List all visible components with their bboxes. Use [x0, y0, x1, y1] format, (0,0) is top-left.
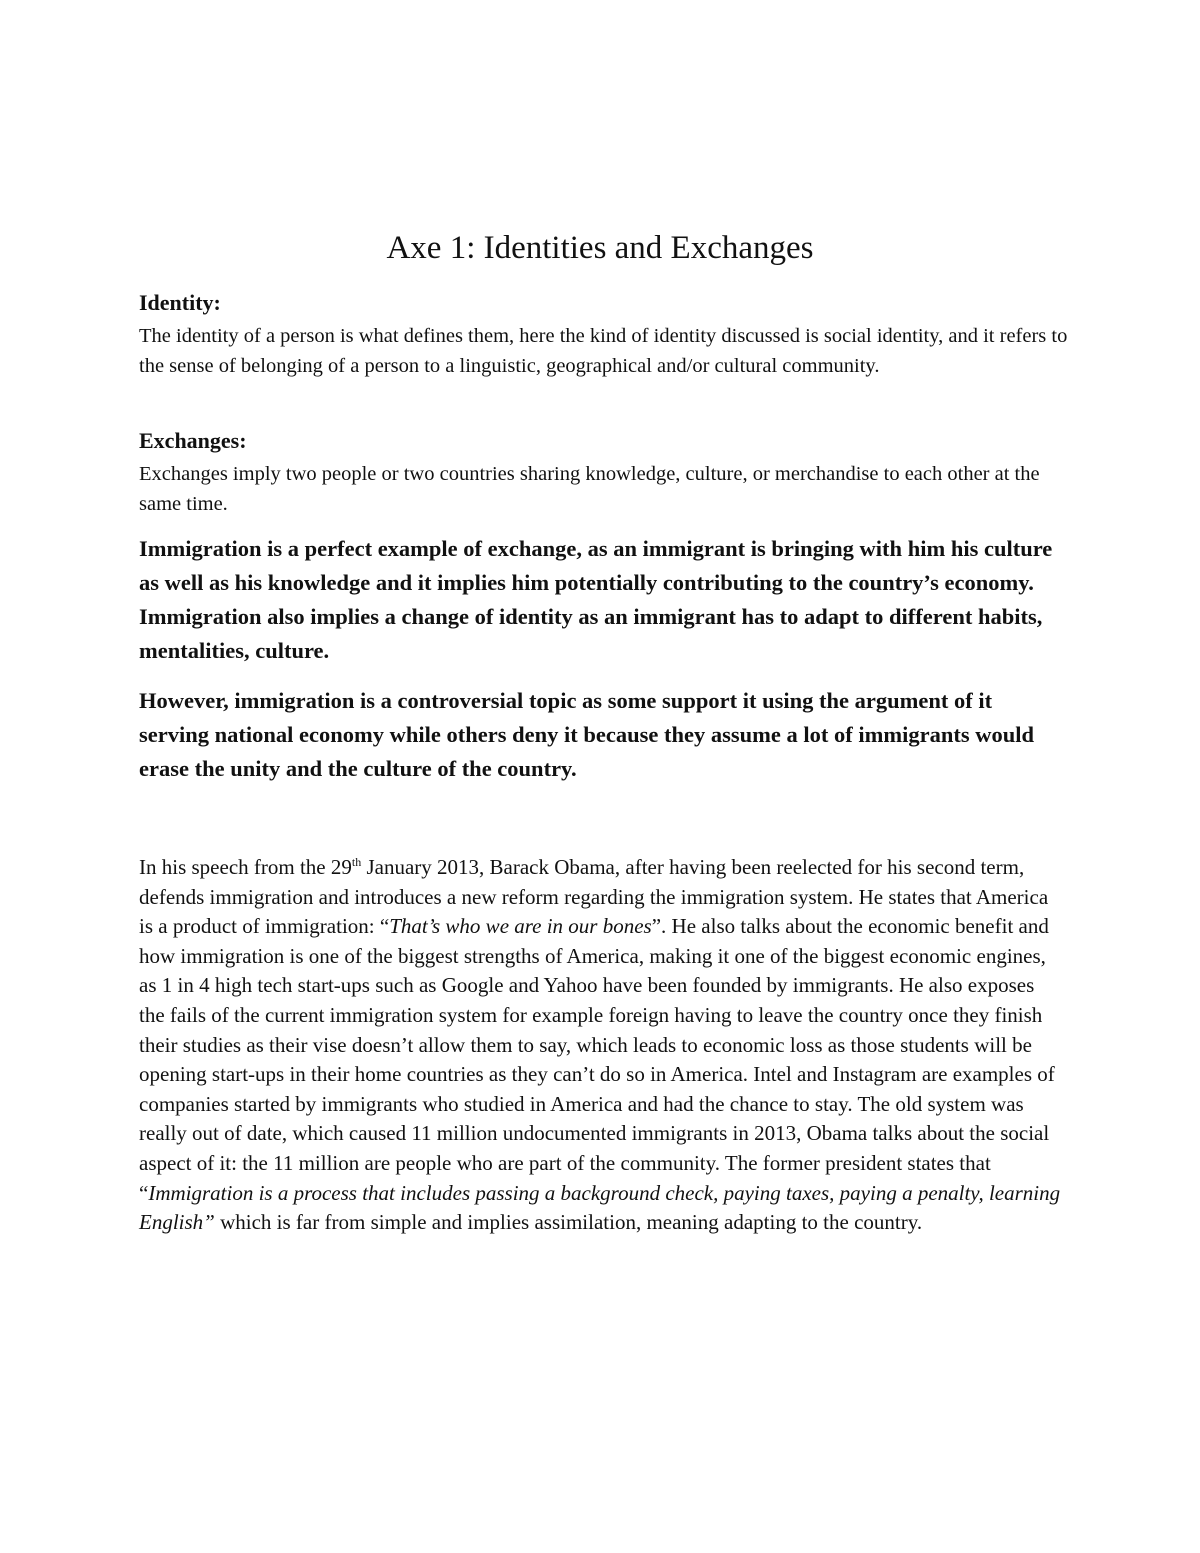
identity-definition: The identity of a person is what defines them, here the kind of identity discussed is social identity, and it refers to the sense of belonging of a person to a linguistic, geographical and/or cultural community. — [139, 325, 1068, 377]
identity-heading: Identity: — [139, 290, 221, 315]
page-title: Axe 1: Identities and Exchanges — [386, 230, 814, 266]
speech-quote-1: That’s who we are in our bones — [389, 914, 652, 939]
speech-text-1: In his speech from the 29 — [139, 855, 352, 879]
exchanges-definition: Exchanges imply two people or two countries sharing knowledge, culture, or merchandise to each other at the same time. — [139, 463, 1040, 515]
speech-text-3: ”. He also talks about the economic benefit and how immigration is one of the biggest strengths of America, making it one of the biggest economic engines, as 1 in 4 high tech start-ups such as Google and Yahoo have been founded by immigrants. He also exposes the fails of the current immigration system for example foreign having to leave the country once they finish their studies as their vise doesn’t allow them to say, which leads to economic loss as those students will be opening start-ups in their home countries as they can’t do so in America. Intel and Instagram are examples of companies started by immigrants who studied in America and had the chance to stay. The old system was really out of date, which caused 11 million undocumented immigrants in 2013, Obama talks about the social aspect of it: the 11 million are people who are part of the community. The former president states that “ — [139, 914, 1055, 1205]
speech-text-2: January 2013, Barack Obama, after having been reelected for his second term, defends immigration and introduces a new reform regarding the immigration system. He states that America is a product of immigration: “ — [139, 855, 1049, 939]
immigration-paragraph: Immigration is a perfect example of exchange, as an immigrant is bringing with him his culture as well as his knowledge and it implies him potentially contributing to the country’s economy. Immigration also implies a change of identity as an immigrant has to adapt to different habits, mentalities, culture. — [139, 536, 1053, 663]
however-paragraph: However, immigration is a controversial topic as some support it using the argument of it serving national economy while others deny it because they assume a lot of immigrants would erase the unity and the culture of the country. — [139, 688, 1034, 781]
speech-quote-2: Immigration is a process that includes passing a background check, paying taxes, paying a penalty, learning English” — [139, 1180, 1061, 1235]
date-superscript: th — [351, 855, 362, 869]
speech-text-4: which is far from simple and implies assimilation, meaning adapting to the country. — [214, 1210, 923, 1235]
exchanges-heading: Exchanges: — [139, 428, 247, 453]
speech-paragraph — [139, 853, 1064, 1238]
